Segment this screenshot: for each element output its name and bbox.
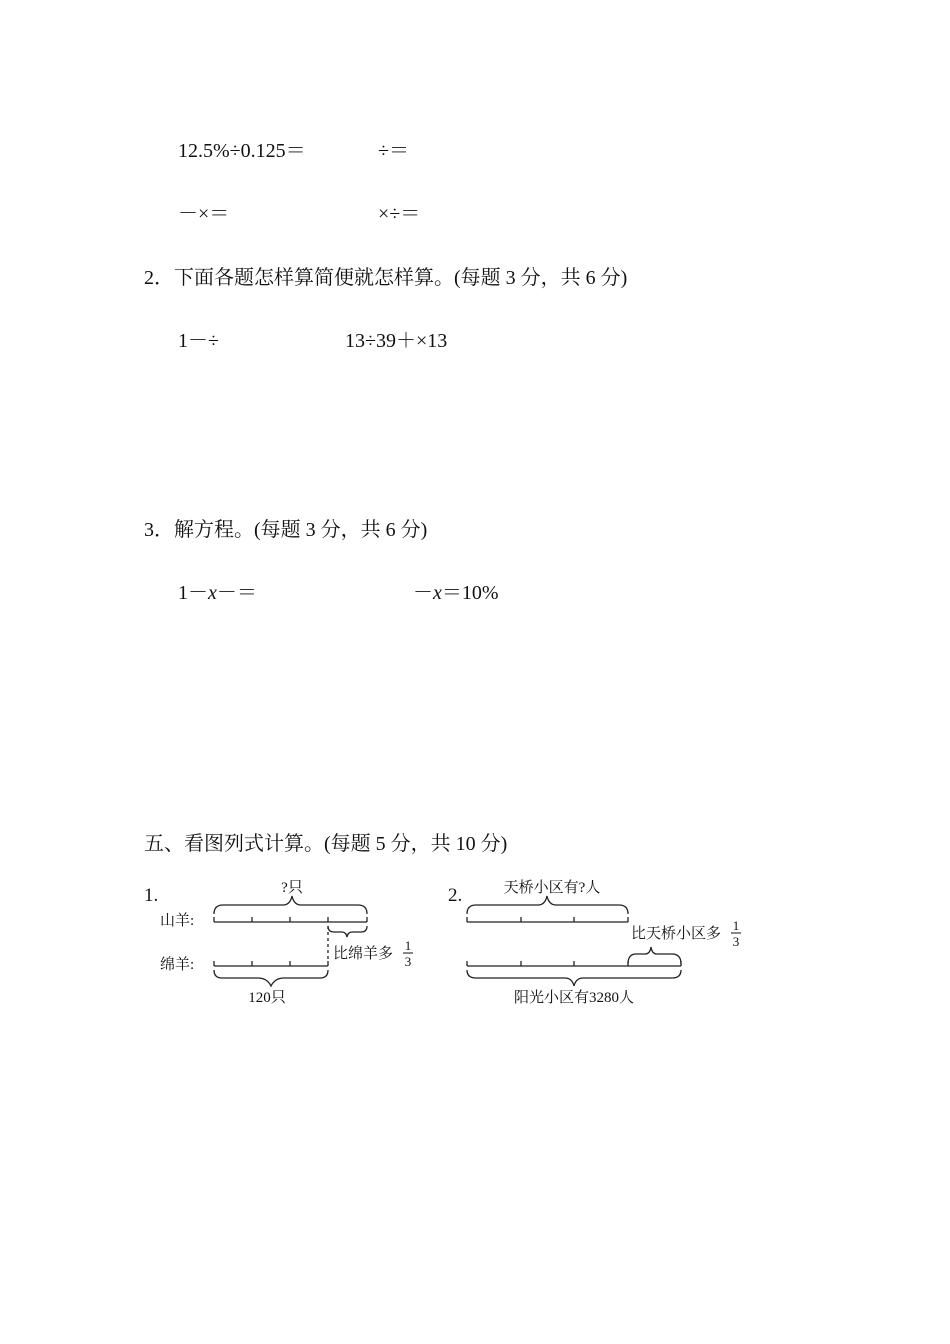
q3-eq2-variable: x — [433, 582, 442, 604]
q2-expr-2: 13÷39＋×13 — [345, 330, 448, 352]
fig1-fraction-numerator: 1 — [404, 938, 412, 953]
fig2-bottom-brace — [467, 970, 681, 986]
fig2-top-label: 天桥小区有?人 — [503, 880, 601, 896]
fig1-top-brace — [214, 896, 367, 914]
q2-expr-1: 1－÷ — [178, 330, 219, 352]
q1-expr-4: ×÷＝ — [378, 203, 421, 225]
line-segment-diagrams — [140, 870, 760, 1015]
q3-eq1-variable: x — [208, 582, 217, 604]
q3-eq1-part1: 1－ — [178, 582, 208, 604]
q3-equation-2 — [413, 581, 499, 605]
q3-heading: 3．解方程。(每题 3 分，共 6 分) — [144, 519, 428, 541]
q1-expr-2: ÷＝ — [378, 140, 409, 162]
fig2-side-label: 比天桥小区多 — [631, 926, 722, 942]
fig1-number: 1. — [144, 885, 159, 906]
q1-expr-3: －×＝ — [178, 203, 230, 225]
fig1-sheep-label: 绵羊: — [160, 957, 195, 973]
fig1-bottom-brace — [214, 970, 328, 986]
q1-expr-1: 12.5%÷0.125＝ — [178, 140, 306, 162]
fig2-fraction-numerator: 1 — [732, 918, 740, 933]
fig1-extra-brace — [328, 926, 367, 937]
q3-eq2-part2: ＝10% — [441, 582, 499, 604]
fig2-bottom-label: 阳光小区有3280人 — [513, 990, 635, 1006]
fig2-number: 2. — [448, 885, 463, 906]
q3-eq2-part1: － — [413, 582, 433, 604]
fig2-extra-brace — [628, 947, 681, 964]
fig2-top-brace — [467, 896, 628, 914]
fig1-top-label: ?只 — [281, 880, 303, 896]
q2-heading: 2．下面各题怎样算简便就怎样算。(每题 3 分，共 6 分) — [144, 267, 628, 289]
section5-heading: 五、看图列式计算。(每题 5 分，共 10 分) — [144, 833, 508, 855]
fig2-fraction-denominator: 3 — [732, 934, 740, 949]
q3-equation-1 — [178, 581, 257, 605]
fig1-side-label: 比绵羊多 — [333, 946, 394, 962]
fig1-goat-label: 山羊: — [160, 913, 195, 929]
q3-eq1-part2: －＝ — [216, 582, 257, 604]
fig1-bottom-label: 120只 — [248, 990, 286, 1006]
fig1-fraction-denominator: 3 — [404, 954, 412, 969]
